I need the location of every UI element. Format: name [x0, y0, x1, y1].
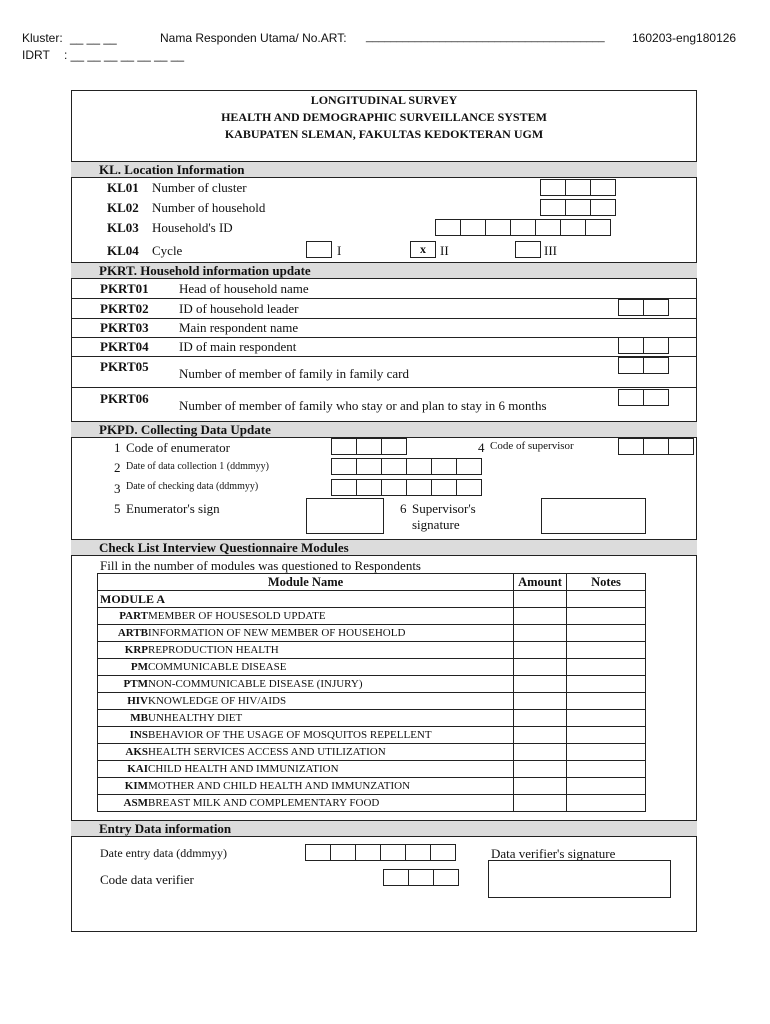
amount-cell[interactable] [514, 659, 567, 676]
module-code: ARTB [98, 625, 149, 642]
kl01-boxes[interactable] [541, 179, 616, 196]
notes-cell[interactable] [567, 676, 646, 693]
amount-cell[interactable] [514, 625, 567, 642]
notes-cell[interactable] [567, 625, 646, 642]
document-code: 160203-eng180126 [632, 31, 737, 45]
verifier-code-boxes[interactable] [384, 869, 459, 886]
pkrt06-code: PKRT06 [100, 391, 149, 406]
pkpd-2-number: 2 [114, 460, 121, 475]
pkpd-3-number: 3 [114, 481, 121, 496]
module-name: BEHAVIOR OF THE USAGE OF MOSQUITOS REPELLENT [148, 727, 514, 744]
module-row [98, 778, 646, 795]
amount-cell[interactable] [514, 727, 567, 744]
kl04-label: Cycle [152, 243, 183, 258]
amount-header: Amount [514, 574, 567, 591]
module-group-label: MODULE A [98, 591, 514, 608]
module-row [98, 744, 646, 761]
verifier-signature-box[interactable] [488, 860, 671, 898]
notes-cell[interactable] [567, 727, 646, 744]
module-name: COMMUNICABLE DISEASE [148, 659, 514, 676]
notes-cell[interactable] [567, 642, 646, 659]
module-name: REPRODUCTION HEALTH [148, 642, 514, 659]
pkpd-5-number: 5 [114, 501, 121, 516]
entry-section-heading: Entry Data information [71, 820, 697, 837]
notes-cell[interactable] [567, 608, 646, 625]
idrt-blanks[interactable]: : __ __ __ __ __ __ __ [64, 48, 185, 62]
idrt-label: IDRT [22, 48, 50, 62]
module-row [98, 761, 646, 778]
pkpd-section-heading: PKPD. Collecting Data Update [71, 421, 697, 438]
verifier-code-label: Code data verifier [100, 872, 194, 887]
module-row [98, 710, 646, 727]
pkrt04-boxes[interactable] [619, 337, 669, 354]
amount-cell[interactable] [514, 676, 567, 693]
kl03-boxes[interactable] [436, 219, 611, 236]
module-name: NON-COMMUNICABLE DISEASE (INJURY) [148, 676, 514, 693]
pkrt06-label: Number of member of family who stay or and plan to stay in 6 months [179, 398, 547, 413]
module-row [98, 642, 646, 659]
respondent-blanks[interactable]: _______________________________________ [366, 31, 605, 43]
title-line-1: LONGITUDINAL SURVEY [310, 93, 458, 107]
module-name: BREAST MILK AND COMPLEMENTARY FOOD [148, 795, 514, 812]
module-name: UNHEALTHY DIET [148, 710, 514, 727]
module-code: PM [98, 659, 149, 676]
kl03-label: Household's ID [152, 220, 233, 235]
row-divider [71, 298, 697, 299]
pkrt01-label: Head of household name [179, 281, 309, 296]
kluster-label: Kluster: [22, 31, 63, 45]
module-row [98, 608, 646, 625]
module-row [98, 693, 646, 710]
checking-date-boxes[interactable] [332, 479, 482, 496]
pkrt03-code: PKRT03 [100, 320, 149, 335]
checklist-section-heading: Check List Interview Questionnaire Modules [71, 539, 697, 556]
kl02-code: KL02 [107, 200, 139, 215]
pkpd-3-label: Date of checking data (ddmmyy) [126, 481, 259, 492]
kl02-boxes[interactable] [541, 199, 616, 216]
pkpd-2-label: Date of data collection 1 (ddmmyy) [126, 461, 270, 472]
pkrt04-label: ID of main respondent [179, 339, 297, 354]
row-divider [71, 318, 697, 319]
module-row [98, 659, 646, 676]
pkrt03-label: Main respondent name [179, 320, 299, 335]
module-code: KRP [98, 642, 149, 659]
kl04-code: KL04 [107, 243, 139, 258]
data-collection-date-boxes[interactable] [332, 458, 482, 475]
module-name: KNOWLEDGE OF HIV/AIDS [148, 693, 514, 710]
module-table [97, 573, 646, 812]
notes-cell[interactable] [567, 795, 646, 812]
pkpd-4-label: Code of supervisor [490, 440, 574, 452]
entry-date-label: Date entry data (ddmmyy) [100, 846, 227, 860]
module-code: HIV [98, 693, 149, 710]
module-name: MOTHER AND CHILD HEALTH AND IMMUNZATION [148, 778, 514, 795]
amount-cell[interactable] [514, 761, 567, 778]
module-row [98, 727, 646, 744]
checklist-instruction: Fill in the number of modules was questioned to Respondents [100, 558, 421, 573]
row-divider [71, 337, 697, 338]
supervisor-sign-box[interactable] [541, 498, 646, 534]
module-code: MB [98, 710, 149, 727]
pkrt05-label: Number of member of family in family card [179, 366, 409, 381]
module-name: INFORMATION OF NEW MEMBER OF HOUSEHOLD [148, 625, 514, 642]
entry-date-boxes[interactable] [306, 844, 456, 861]
pkrt-section-heading: PKRT. Household information update [71, 262, 697, 279]
amount-cell[interactable] [514, 693, 567, 710]
pkrt02-boxes[interactable] [619, 299, 669, 316]
module-name: CHILD HEALTH AND IMMUNIZATION [148, 761, 514, 778]
kl02-label: Number of household [152, 200, 266, 215]
module-code: KIM [98, 778, 149, 795]
module-row [98, 676, 646, 693]
notes-cell[interactable] [567, 778, 646, 795]
cycle-ii-label: II [440, 243, 449, 258]
pkrt06-boxes[interactable] [619, 389, 669, 406]
amount-cell[interactable] [514, 744, 567, 761]
module-code: KAI [98, 761, 149, 778]
notes-cell[interactable] [567, 761, 646, 778]
cycle-iii-checkbox[interactable] [515, 241, 541, 258]
pkpd-4-number: 4 [478, 440, 485, 455]
cycle-ii-checkbox[interactable]: x [410, 241, 436, 258]
pkpd-6-label-2: signature [412, 517, 460, 532]
title-line-3: KABUPATEN SLEMAN, FAKULTAS KEDOKTERAN UGM [224, 127, 544, 141]
enumerator-code-boxes[interactable] [332, 438, 407, 455]
cycle-i-label: I [337, 243, 342, 258]
pkrt02-code: PKRT02 [100, 301, 149, 316]
pkpd-5-label: Enumerator's sign [126, 501, 220, 516]
pkrt02-label: ID of household leader [179, 301, 299, 316]
verifier-signature-label: Data verifier's signature [491, 846, 616, 861]
module-code: AKS [98, 744, 149, 761]
module-code: PTM [98, 676, 149, 693]
kluster-blanks[interactable]: __ __ __ [70, 31, 117, 45]
module-code: ASM [98, 795, 149, 812]
row-divider [71, 356, 697, 357]
pkrt01-code: PKRT01 [100, 281, 149, 296]
cycle-iii-label: III [544, 243, 557, 258]
notes-cell[interactable] [567, 744, 646, 761]
pkrt04-code: PKRT04 [100, 339, 149, 354]
amount-cell[interactable] [514, 642, 567, 659]
notes-cell[interactable] [567, 659, 646, 676]
row-divider [71, 387, 697, 388]
kl01-label: Number of cluster [152, 180, 247, 195]
respondent-label: Nama Responden Utama/ No.ART: [160, 31, 347, 45]
enumerator-sign-box[interactable] [306, 498, 384, 534]
title-line-2: HEALTH AND DEMOGRAPHIC SURVEILLANCE SYSTEM [221, 110, 547, 124]
notes-cell[interactable] [567, 693, 646, 710]
pkpd-1-label: Code of enumerator [126, 440, 230, 455]
pkpd-6-label: Supervisor's [412, 501, 476, 516]
amount-cell[interactable] [514, 778, 567, 795]
pkrt05-boxes[interactable] [619, 357, 669, 374]
amount-cell[interactable] [514, 591, 567, 608]
amount-cell[interactable] [514, 795, 567, 812]
pkpd-6-number: 6 [400, 501, 407, 516]
module-row [98, 625, 646, 642]
notes-cell[interactable] [567, 591, 646, 608]
pkrt05-code: PKRT05 [100, 359, 149, 374]
module-name: HEALTH SERVICES ACCESS AND UTILIZATION [148, 744, 514, 761]
kl-section-heading: KL. Location Information [71, 161, 697, 178]
amount-cell[interactable] [514, 710, 567, 727]
cycle-i-checkbox[interactable] [306, 241, 332, 258]
notes-cell[interactable] [567, 710, 646, 727]
pkpd-1-number: 1 [114, 440, 121, 455]
module-code: INS [98, 727, 149, 744]
amount-cell[interactable] [514, 608, 567, 625]
kl03-code: KL03 [107, 220, 139, 235]
module-name: MEMBER OF HOUSESOLD UPDATE [148, 608, 514, 625]
module-name-header: Module Name [98, 574, 514, 591]
supervisor-code-boxes[interactable] [619, 438, 694, 455]
module-code: PART [98, 608, 149, 625]
notes-header: Notes [567, 574, 646, 591]
module-row [98, 795, 646, 812]
kl01-code: KL01 [107, 180, 139, 195]
